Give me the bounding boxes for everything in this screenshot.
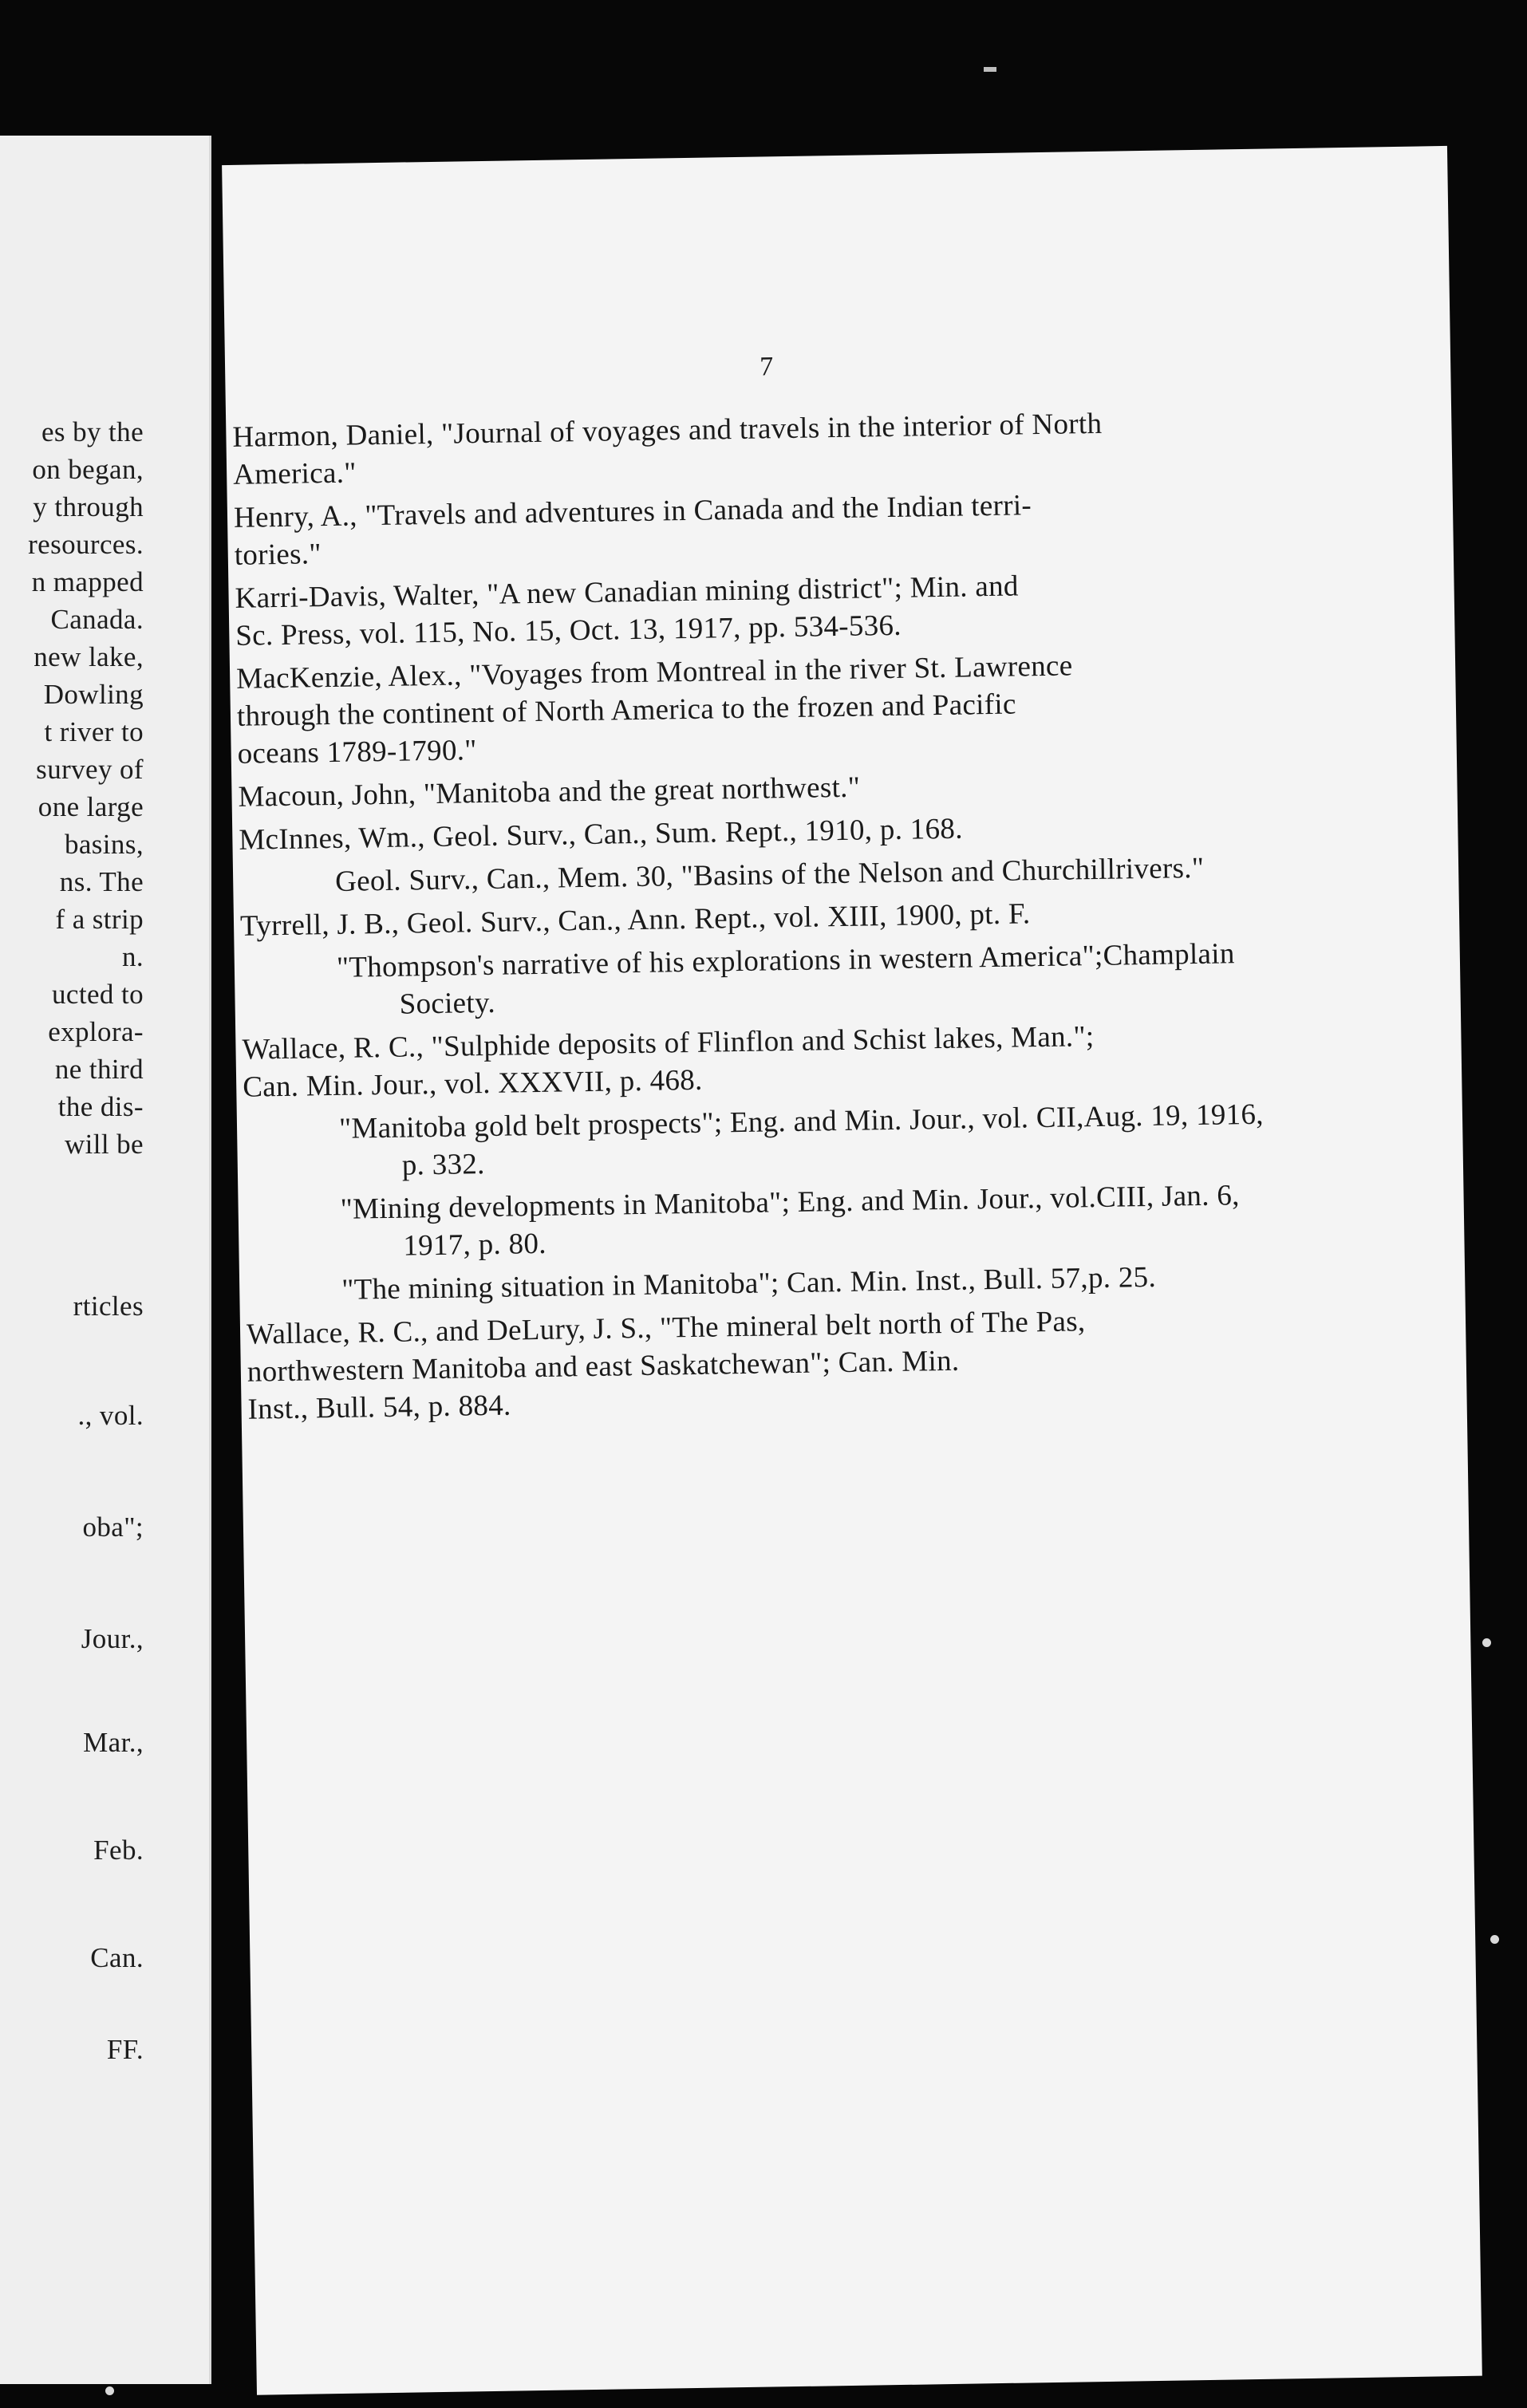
left-page-line: f a strip [55,904,144,935]
left-page-line: ns. The [59,866,144,897]
entry-line: CIII, Jan. 6, 1917, p. 80. [403,1179,1240,1263]
left-page-line: t river to [44,716,144,747]
entry-line: Geol. Surv., Can., Mem. 30, "Basins of the Nelson and Churchill [334,853,1116,898]
bibliography-entry [247,1299,1277,1428]
left-page-line: Feb. [93,1835,144,1866]
left-page-line: new lake, [34,641,144,672]
left-page-line: Canada. [50,604,144,635]
left-page-line: Mar., [83,1727,144,1758]
bibliography-entry [242,1015,1272,1106]
entry-line: "Thompson's narrative of his explorations in western America"; [336,939,1103,984]
left-page-line: rticles [73,1291,144,1322]
left-page-line: ne third [54,1054,144,1085]
entry-line: Harmon, Daniel, "Journal of voyages and travels in the interior of North [232,407,1103,454]
left-page-line: ., vol. [77,1400,144,1431]
left-page-line: y through [33,491,144,522]
entry-line: northwestern Manitoba and east Saskatchewan"; Can. Min. [247,1344,960,1389]
entry-line: Macoun, John, "Manitoba and the great northwest." [238,770,861,814]
left-page-line: one large [37,791,144,822]
entry-line: Sc. Press, vol. 115, No. 15, Oct. 13, 1917, pp. 534-536. [235,609,902,652]
left-page-line: resources. [28,529,144,560]
scan-speck [105,2386,114,2395]
page-number: 7 [759,352,774,382]
left-page-line: on began, [32,454,144,485]
entry-line: McInnes, Wm., Geol. Surv., Can., Sum. Rept., 1910, p. 168. [239,812,964,857]
left-page-fragment [0,136,211,2384]
left-page-line: es by the [41,416,144,447]
entry-line: Henry, A., "Travels and adventures in Canada and the Indian terri- [233,489,1032,534]
bibliography-list [232,403,1277,1434]
entry-line: America." [232,456,357,491]
bibliography-sub-entry [243,1096,1273,1187]
entry-line: Tyrrell, J. B., Geol. Surv., Can., Ann. Rept., vol. XIII, 1900, pt. F. [239,897,1031,943]
left-page-line: FF. [106,2034,144,2065]
left-page-line: oba"; [82,1511,144,1543]
left-page-line: n mapped [31,566,144,597]
left-page-line: Dowling [43,679,144,710]
entry-line: MacKenzie, Alex., "Voyages from Montreal in the river St. Lawrence [235,649,1073,696]
scan-speck [984,67,996,72]
bibliography-sub-entry [244,1176,1274,1267]
entry-line: "Mining developments in Manitoba"; Eng. and Min. Jour., vol. [340,1181,1097,1226]
bibliography-entry [232,403,1262,494]
left-page-line: Jour., [81,1623,144,1654]
entry-line: Inst., Bull. 54, p. 884. [247,1389,511,1426]
entry-line: Wallace, R. C., and DeLury, J. S., "The mineral belt north of The Pas, [246,1305,1086,1351]
right-page [222,146,1482,2395]
entry-line: Wallace, R. C., "Sulphide deposits of Flinflon and Schist lakes, Man."; [242,1020,1095,1066]
left-page-line: will be [64,1129,144,1160]
entry-line: oceans 1789-1790." [237,734,477,770]
entry-line: "Manitoba gold belt prospects"; Eng. and Min. Jour., vol. CII, [338,1101,1084,1145]
bibliography-entry [235,564,1265,655]
bibliography-entry [234,483,1264,574]
entry-line: Karri-Davis, Walter, "A new Canadian mining district"; Min. and [235,569,1019,615]
left-page-line: explora- [48,1016,144,1047]
entry-line: Aug. 19, 1916, p. 332. [401,1098,1265,1182]
entry-line: tories." [234,538,322,572]
entry-line: Can. Min. Jour., vol. XXXVII, p. 468. [242,1063,703,1104]
entry-line: "The mining situation in Manitoba"; Can. Min. Inst., Bull. 57, [341,1262,1089,1306]
scan-speck [1490,1935,1499,1944]
left-page-line: survey of [36,754,144,785]
scan-speck [1482,1638,1491,1647]
left-page-line: n. [121,941,144,972]
left-page-line: basins, [64,829,144,860]
entry-line: Champlain Society. [399,937,1235,1021]
entry-line: through the continent of North America to the frozen and Pacific [236,688,1016,733]
entry-line: rivers." [1115,851,1205,886]
left-page-line: ucted to [52,979,144,1010]
bibliography-sub-entry [241,935,1271,1026]
bibliography-entry [236,644,1267,773]
entry-line: p. 25. [1087,1260,1157,1295]
left-page-line: the dis- [57,1091,144,1122]
left-page-line: Can. [90,1942,144,1973]
